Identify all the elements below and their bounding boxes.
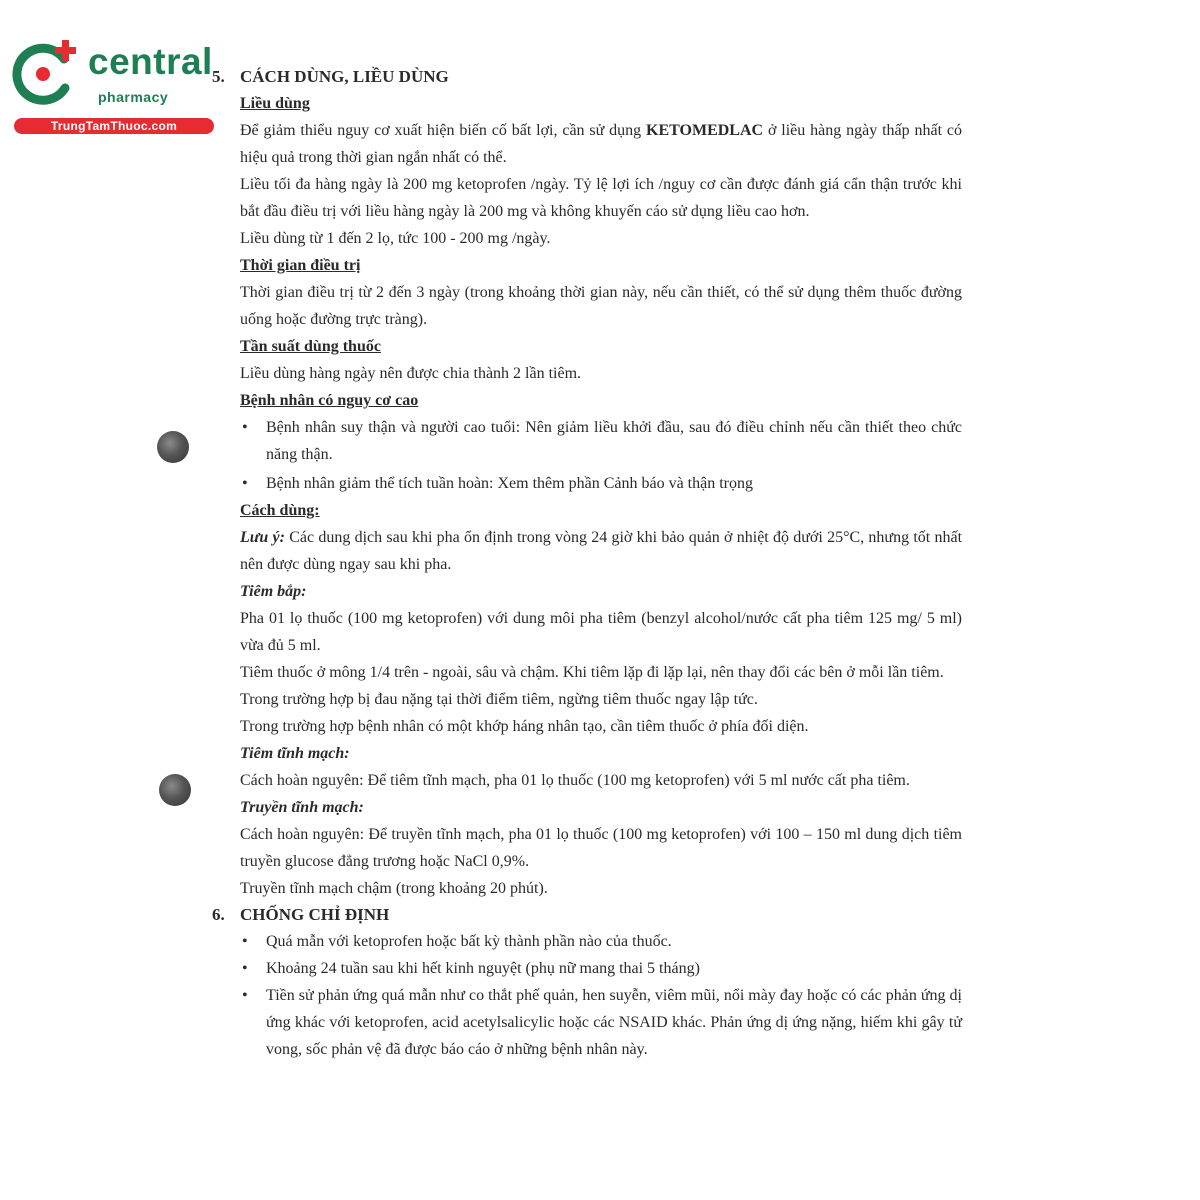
paragraph-iv-injection: Cách hoàn nguyên: Để tiêm tĩnh mạch, pha 01 lọ thuốc (100 mg ketoprofen) với 5 ml nước cất pha tiêm. — [240, 772, 910, 789]
list-item: • Tiền sử phản ứng quá mẫn như co thắt phế quản, hen suyễn, viêm mũi, nổi mày đay hoặc có các phản ứng dị ứng khác với ketoprofen, acid acetylsalicylic hoặc các NSAID khác. Phản ứng dị ứng nặng, hiếm khi gây tử vong, sốc phản vệ đã được báo cáo ở những bệnh nhân này. — [240, 982, 962, 1063]
paragraph-note: Lưu ý: Các dung dịch sau khi pha ổn định trong vòng 24 giờ khi bảo quản ở nhiệt độ dưới 25°C, nhưng tốt nhất nên được dùng ngay sau khi pha. — [240, 529, 963, 573]
section-6-heading — [212, 902, 962, 928]
paragraph-im-pain: Trong trường hợp bị đau nặng tại thời điểm tiêm, ngừng tiêm thuốc ngay lập tức. — [240, 691, 758, 708]
paragraph-im-hip: Trong trường hợp bệnh nhân có một khớp háng nhân tạo, cần tiêm thuốc ở phía đối diện. — [240, 718, 809, 735]
paragraph-dose-range: Liều dùng từ 1 đến 2 lọ, tức 100 - 200 mg /ngày. — [240, 230, 551, 247]
section-5-title: CÁCH DÙNG, LIỀU DÙNG — [240, 67, 449, 86]
tiem-tinh-mach-heading: Tiêm tĩnh mạch: — [240, 745, 350, 762]
punch-hole-lower — [159, 774, 191, 806]
cach-dung-heading: Cách dùng: — [240, 502, 320, 519]
punch-hole-upper — [157, 431, 189, 463]
document-content — [212, 64, 963, 1063]
lieu-dung-heading: Liều dùng — [240, 95, 310, 112]
logo-subtitle: pharmacy — [98, 89, 169, 105]
paragraph-duration: Thời gian điều trị từ 2 đến 3 ngày (trong khoảng thời gian này, nếu cần thiết, có thể sử dụng thêm thuốc đường uống hoặc đường trực tràng). — [240, 284, 962, 328]
paragraph-im-site: Tiêm thuốc ở mông 1/4 trên - ngoài, sâu và chậm. Khi tiêm lặp đi lặp lại, nên thay đổi các bên ở mỗi lần tiêm. — [240, 664, 944, 681]
contraindication-list — [240, 928, 962, 1063]
paragraph-max-dose: Liều tối đa hàng ngày là 200 mg ketoprofen /ngày. Tỷ lệ lợi ích /nguy cơ cần được đánh giá cẩn thận trước khi bắt đầu điều trị với liều hàng ngày là 200 mg và không khuyến cáo sử dụng liều cao hơn. — [240, 176, 962, 220]
pharmacy-logo-icon — [10, 38, 88, 108]
paragraph-dose-intro: Để giảm thiểu nguy cơ xuất hiện biến cố bất lợi, cần sử dụng KETOMEDLAC ở liều hàng ngày thấp nhất có hiệu quả trong thời gian ngắn nhất có thể. — [240, 122, 962, 166]
paragraph-frequency: Liều dùng hàng ngày nên được chia thành 2 lần tiêm. — [240, 365, 582, 382]
pharmacy-logo — [10, 38, 215, 138]
list-item: • Khoảng 24 tuần sau khi hết kinh nguyệt (phụ nữ mang thai 5 tháng) — [240, 955, 962, 982]
paragraph-im-preparation: Pha 01 lọ thuốc (100 mg ketoprofen) với dung môi pha tiêm (benzyl alcohol/nước cất pha tiêm 125 mg/ 5 ml) vừa đủ 5 ml. — [240, 610, 962, 654]
list-item: • Bệnh nhân suy thận và người cao tuổi: Nên giảm liều khởi đầu, sau đó điều chỉnh nếu cần thiết theo chức năng thận. — [240, 414, 962, 468]
paragraph-iv-infusion: Cách hoàn nguyên: Để truyền tĩnh mạch, pha 01 lọ thuốc (100 mg ketoprofen) với 100 – 150 ml dung dịch tiêm truyền glucose đẳng trương hoặc NaCl 0,9%. — [240, 826, 962, 870]
tiem-bap-heading: Tiêm bắp: — [240, 583, 307, 600]
section-6-number: 6. — [212, 905, 225, 924]
benh-nhan-heading: Bệnh nhân có nguy cơ cao — [240, 392, 419, 409]
section-6-title: CHỐNG CHỈ ĐỊNH — [240, 905, 390, 924]
note-label: Lưu ý: — [240, 529, 285, 546]
tan-suat-heading: Tần suất dùng thuốc — [240, 338, 381, 355]
risk-patient-list — [240, 414, 962, 497]
truyen-tinh-mach-heading: Truyền tĩnh mạch: — [240, 799, 364, 816]
section-5-number: 5. — [212, 67, 225, 86]
list-item: • Bệnh nhân giảm thể tích tuần hoàn: Xem thêm phần Cảnh báo và thận trọng — [240, 470, 962, 497]
logo-wordmark: central — [88, 41, 213, 82]
paragraph-iv-infusion-rate: Truyền tĩnh mạch chậm (trong khoảng 20 phút). — [240, 880, 548, 897]
section-5-heading — [212, 64, 962, 90]
list-item: • Quá mẫn với ketoprofen hoặc bất kỳ thành phần nào của thuốc. — [240, 928, 962, 955]
thoi-gian-heading: Thời gian điều trị — [240, 257, 361, 274]
drug-name: KETOMEDLAC — [646, 122, 764, 139]
logo-banner: TrungTamThuoc.com — [14, 118, 214, 134]
